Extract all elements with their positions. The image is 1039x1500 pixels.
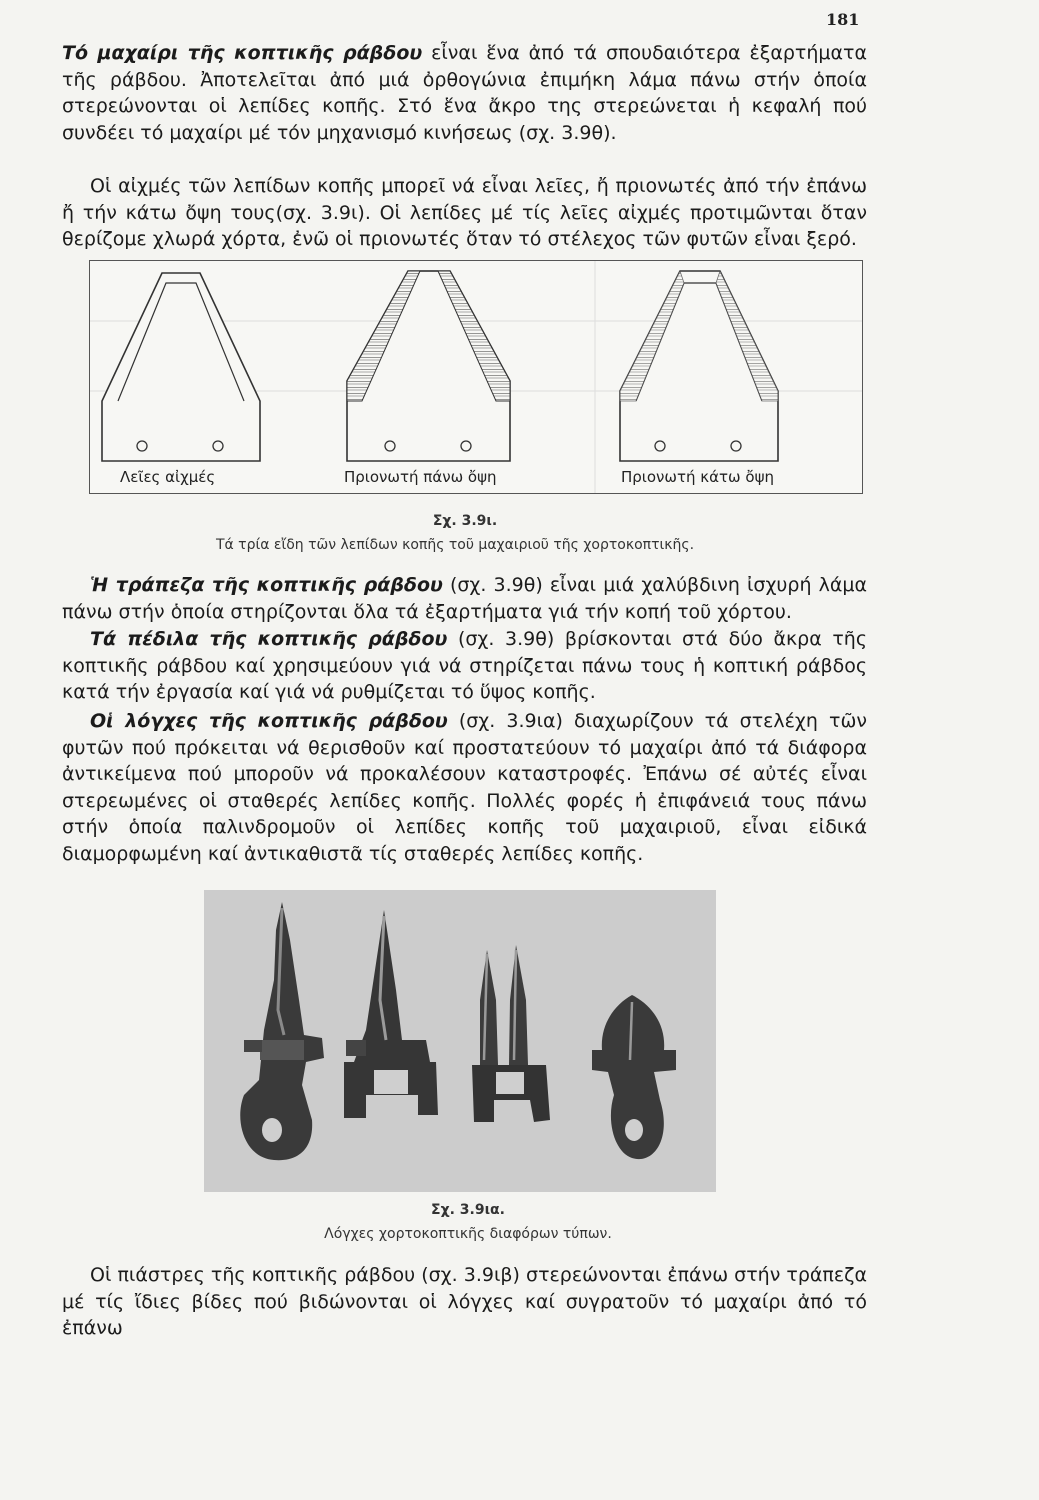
- figure-blade-types: [89, 260, 863, 494]
- paragraph-shoes-text: (σχ. 3.9θ) βρίσκονται στά δύο ἄκρα τῆς κοπτικῆς ράβδου καί χρησιμεύουν γιά νά στηρίζεται πάνω τους ἡ κοπτική ράβδος κατά τήν ἐργασία καί γιά νά ρυθμίζεται τό ὕψος κοπῆς.: [62, 628, 867, 703]
- figure-2-number: Σχ. 3.9ια.: [431, 1202, 505, 1218]
- figure-1-number: Σχ. 3.9ι.: [432, 513, 498, 529]
- paragraph-knife-text: εἶναι ἕνα ἀπό τά σπουδαιότερα ἐξαρτήματα τῆς ράβδου. Ἀποτελεῖται ἀπό μιά ὀρθογώνια ἐπιμήκη λάμα πάνω στήν ὁποία στερεώνονται οἱ λεπίδες κοπῆς. Στό ἕνα ἄκρο της στερεώνεται ἡ κεφαλή πού συνδέει τό μαχαίρι μέ τόν μηχανισμό κινήσεως (σχ. 3.9θ).: [62, 42, 867, 144]
- paragraph-shoes: [62, 626, 867, 706]
- blade-serrated-bottom: [620, 271, 778, 461]
- page-number: 181: [826, 10, 860, 29]
- blade-diagrams: [90, 261, 862, 493]
- blade-smooth: [102, 273, 260, 461]
- blade-serrated-top: [347, 271, 510, 461]
- figure-2-caption: Λόγχες χορτοκοπτικῆς διαφόρων τύπων.: [324, 1226, 612, 1242]
- term-knife: Τό μαχαίρι τῆς κοπτικῆς ράβδου: [62, 42, 423, 64]
- paragraph-clips-text: Οἱ πιάστρες τῆς κοπτικῆς ράβδου (σχ. 3.9ιβ) στερεώνονται ἐπάνω στήν τράπεζα μέ τίς ἴδιες βίδες πού βιδώνονται οἱ λόγχες καί συγρατοῦν τό μαχαίρι ἀπό τό ἐπάνω: [62, 1264, 867, 1339]
- label-serrated-bottom: Πριονωτή κάτω ὄψη: [621, 468, 774, 486]
- term-guards: Οἱ λόγχες τῆς κοπτικῆς ράβδου: [90, 710, 448, 732]
- label-smooth-edges: Λεῖες αἰχμές: [120, 468, 216, 486]
- paragraph-blade-edges: [62, 173, 867, 253]
- figure-1-caption: Τά τρία εἴδη τῶν λεπίδων κοπῆς τοῦ μαχαιριοῦ τῆς χορτοκοπτικῆς.: [215, 537, 695, 553]
- term-shoes: Τά πέδιλα τῆς κοπτικῆς ράβδου: [90, 628, 448, 650]
- paragraph-table-text: (σχ. 3.9θ) εἶναι μιά χαλύβδινη ἰσχυρή λάμα πάνω στήν ὁποία στηρίζονται ὅλα τά ἐξαρτήματα γιά τήν κοπή τοῦ χόρτου.: [62, 574, 867, 623]
- paragraph-guards: [62, 708, 867, 867]
- paragraph-knife: [62, 40, 867, 146]
- label-serrated-top: Πριονωτή πάνω ὄψη: [344, 468, 497, 486]
- figure-guards-photo: [204, 890, 716, 1192]
- paragraph-clips: [62, 1262, 867, 1342]
- term-table: Ἡ τράπεζα τῆς κοπτικῆς ράβδου: [90, 574, 443, 596]
- paragraph-blade-edges-text: Οἱ αἰχμές τῶν λεπίδων κοπῆς μπορεῖ νά εἶναι λεῖες, ἤ πριονωτές ἀπό τήν ἐπάνω ἤ τήν κάτω ὄψη τους(σχ. 3.9ι). Οἱ λεπίδες μέ τίς λεῖες αἰχμές προτιμῶνται ὅταν θερίζομε χλωρά χόρτα, ἐνῶ οἱ πριονωτές ὅταν τό στέλεχος τῶν φυτῶν εἶναι ξερό.: [62, 175, 867, 250]
- guards-illustration: [204, 890, 716, 1192]
- paragraph-table: [62, 572, 867, 625]
- paragraph-guards-text: (σχ. 3.9ια) διαχωρίζουν τά στελέχη τῶν φυτῶν πού πρόκειται νά θερισθοῦν καί προστατεύουν τό μαχαίρι ἀπό τά διάφορα ἀντικείμενα πού μποροῦν νά προκαλέσουν καταστροφές. Ἐπάνω σέ αὐτές εἶναι στερεωμένες οἱ σταθερές λεπίδες κοπῆς. Πολλές φορές ἡ ἐπιφάνειά τους πάνω στήν ὁποία παλινδρομοῦν οἱ λεπίδες κοπῆς τοῦ μαχαιριοῦ, εἶναι εἰδικά διαμορφωμένη καί ἀντικαθιστᾶ τίς σταθερές λεπίδες κοπῆς.: [62, 710, 867, 865]
